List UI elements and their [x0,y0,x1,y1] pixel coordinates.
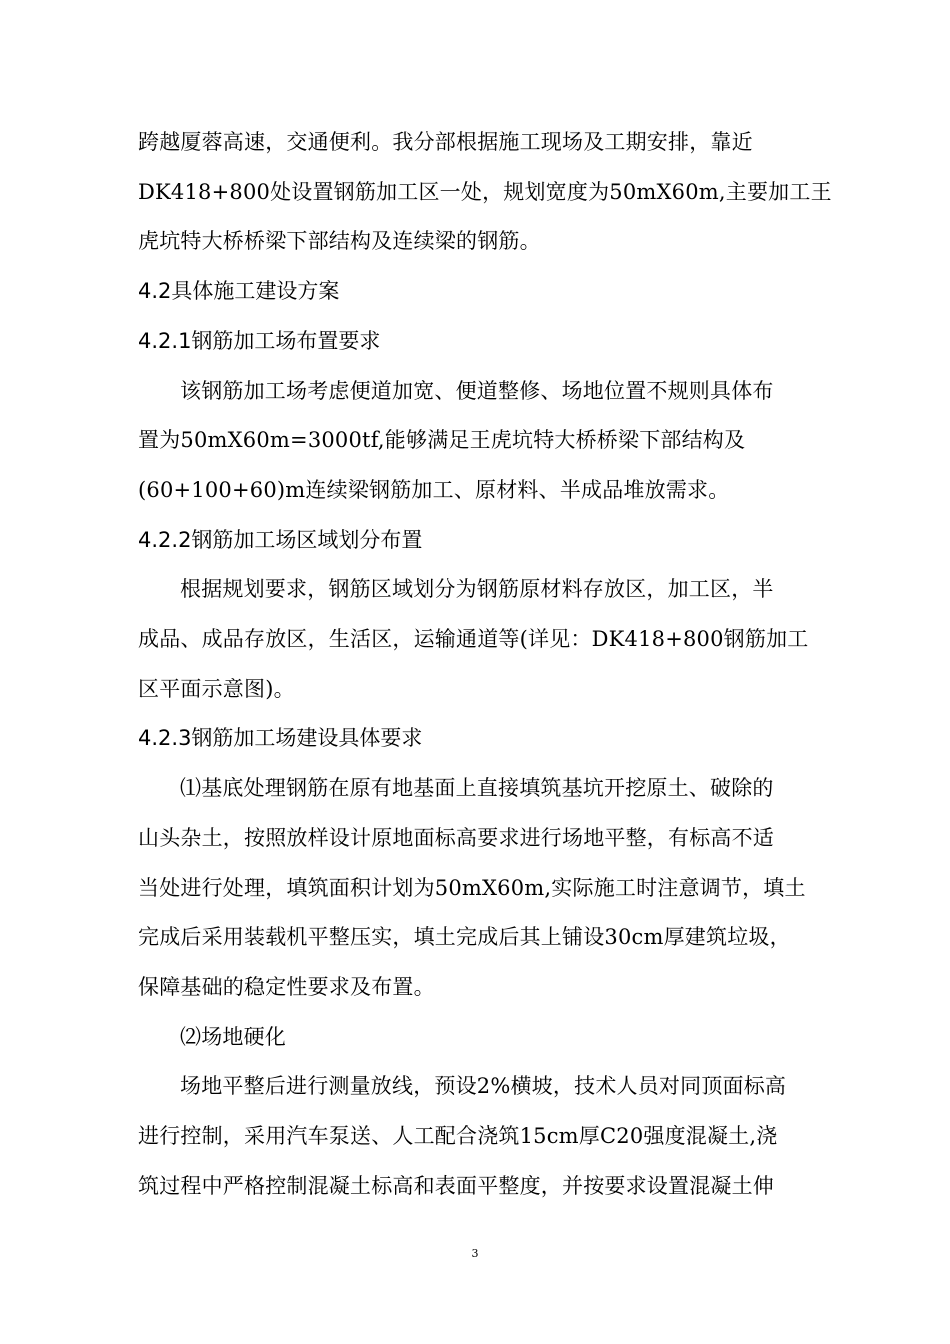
body-text-line: DK418+800处设置钢筋加工区一处，规划宽度为50mX60m,主要加工王 [138,179,832,204]
section-heading-4-2-1: 4.2.1钢筋加工场布置要求 [138,328,381,353]
body-text-line: (60+100+60)m连续梁钢筋加工、原材料、半成品堆放需求。 [138,477,730,502]
body-text-line: 跨越厦蓉高速，交通便利。我分部根据施工现场及工期安排，靠近 [138,130,753,154]
body-text-line: 山头杂土，按照放样设计原地面标高要求进行场地平整，有标高不适 [138,825,774,850]
body-text-line: 场地平整后进行测量放线，预设2%横坡，技术人员对同顶面标高 [180,1074,787,1099]
body-text-line: 根据规划要求，钢筋区域划分为钢筋原材料存放区，加工区，半 [180,577,774,602]
body-text-line: 成品、成品存放区，生活区，运输通道等(详见：DK418+800钢筋加工 [138,627,809,652]
body-text-line: 该钢筋加工场考虑便道加宽、便道整修、场地位置不规则具体布 [180,378,774,403]
body-text-line: 进行控制，采用汽车泵送、人工配合浇筑15cm厚C20强度混凝土,浇 [138,1124,778,1149]
body-text-line: 置为50mX60m=3000tf,能够满足王虎坑特大桥桥梁下部结构及 [138,428,746,453]
body-text-line: 筑过程中严格控制混凝土标高和表面平整度，并按要求设置混凝土伸 [138,1173,774,1198]
page-number: 3 [471,1247,479,1260]
section-heading-4-2-3: 4.2.3钢筋加工场建设具体要求 [138,726,423,751]
body-text-line: 区平面示意图)。 [138,676,295,701]
body-text-line: 当处进行处理，填筑面积计划为50mX60m,实际施工时注意调节，填土 [138,875,806,900]
section-heading-4-2: 4.2具体施工建设方案 [138,279,340,304]
body-text-line: 保障基础的稳定性要求及布置。 [138,974,435,999]
body-text-line: 完成后采用装载机平整压实，填土完成后其上铺设30cm厚建筑垃圾， [138,925,791,950]
document-page [138,118,832,1211]
section-heading-4-2-2: 4.2.2钢筋加工场区域划分布置 [138,527,423,552]
body-text-line: 虎坑特大桥桥梁下部结构及连续梁的钢筋。 [138,229,541,254]
list-item-title: ⑵场地硬化 [180,1024,286,1049]
body-text-line: ⑴基底处理钢筋在原有地基面上直接填筑基坑开挖原土、破除的 [180,776,774,801]
